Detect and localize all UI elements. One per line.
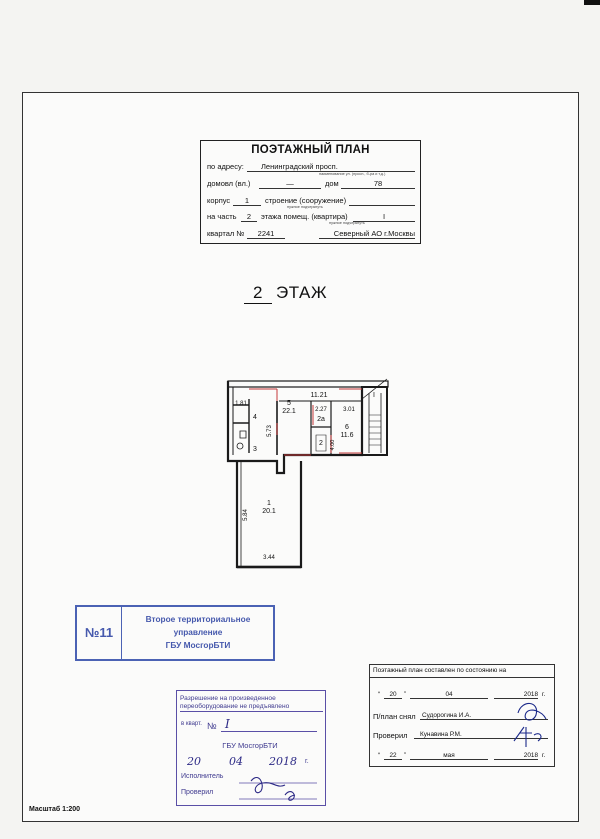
room-1-num: 1 xyxy=(267,500,271,507)
no-label: № xyxy=(207,721,217,731)
scale-label: Масштаб 1:200 xyxy=(29,806,81,813)
status-title: Поэтажный план составлен по состоянию на xyxy=(373,667,507,674)
status-signatures xyxy=(508,695,554,751)
dim-top: 11.21 xyxy=(310,392,328,399)
snyal-label: П/план снял xyxy=(373,712,416,721)
date2-g: г. xyxy=(542,752,546,759)
date2-year: 2018 xyxy=(494,752,538,760)
room-4: 4 xyxy=(253,414,257,421)
stroenie-label: строение (сооружение) xyxy=(265,196,347,205)
kvartal-label: квартал № xyxy=(207,229,245,238)
district-value: Северный АО г.Москвы xyxy=(319,229,415,239)
room-3: 3 xyxy=(253,446,257,453)
etazha-hint: нужное подчеркнуть xyxy=(329,221,365,225)
dim-344: 3.44 xyxy=(263,555,275,561)
kvart-value: I xyxy=(221,717,317,732)
room-5-num: 5 xyxy=(287,400,291,407)
corner-mark xyxy=(584,0,600,5)
korpus-label: корпус xyxy=(207,196,231,205)
floor-plan xyxy=(219,375,399,580)
snyal-value: Судорогина И.А. xyxy=(420,712,548,720)
room-2a: 2а xyxy=(317,416,325,423)
dom-value: 78 xyxy=(341,179,415,189)
floor-label: ЭТАЖ xyxy=(276,283,328,302)
dim-573: 5.73 xyxy=(267,425,273,437)
dim-301: 3.01 xyxy=(343,407,355,413)
stair-label: I xyxy=(373,392,375,399)
dim-227: 2.27 xyxy=(315,407,327,413)
room-1-area: 20.1 xyxy=(262,508,276,515)
plan-sheet xyxy=(22,92,579,822)
korpus-value: 1 xyxy=(233,196,261,206)
permission-proveril-label: Проверил xyxy=(181,789,214,796)
permission-year: 2018 xyxy=(269,755,297,768)
dim-181: 1.81 xyxy=(235,401,247,407)
stamp-line-3: ГБУ МосгорБТИ xyxy=(165,640,231,650)
address-hint: наименование ул. (просп., б-ра и т.д.) xyxy=(319,172,386,176)
etazha-value: I xyxy=(353,212,415,222)
kvartal-value: 2241 xyxy=(247,229,285,239)
status-box: Поэтажный план составлен по состоянию на “ 20 ” 04 2018 г. П/план снял Судорогина И.А. Проверил Кунавина Р.М. “ 22 ” мая 2018 г. xyxy=(369,664,555,767)
chast-label: на часть xyxy=(207,212,237,221)
room-5-area: 22.1 xyxy=(282,408,296,415)
floor-heading xyxy=(244,283,327,304)
date1-year: 2018 xyxy=(494,691,538,699)
dim-400: 4.00 xyxy=(330,439,336,451)
proveril-value: Кунавина Р.М. xyxy=(414,731,548,739)
kvart-label: в кварт. xyxy=(181,721,202,727)
house-value: — xyxy=(259,179,321,189)
header-stamp xyxy=(200,140,421,244)
dim-584: 5.84 xyxy=(243,509,249,521)
document-title: ПОЭТАЖНЫЙ ПЛАН xyxy=(251,144,370,156)
permission-head: Разрешение на произведенное переоборудование не предъявлено xyxy=(180,695,323,712)
date1-day: 20 xyxy=(384,691,402,699)
chast-value: 2 xyxy=(241,212,257,222)
status-proveril-label: Проверил xyxy=(373,731,408,740)
permission-org: ГБУ МосгорБТИ xyxy=(222,741,278,750)
date2-month: мая xyxy=(410,752,488,760)
house-label: домовл (вл.) xyxy=(207,179,251,188)
permission-day: 20 xyxy=(187,755,201,768)
ispolnitel-label: Исполнитель xyxy=(181,773,224,780)
stamp-line-1: Второе территориальное xyxy=(145,614,251,624)
room-6-area: 11.6 xyxy=(340,432,354,439)
territorial-stamp xyxy=(75,605,275,661)
address-label: по адресу: xyxy=(207,162,244,171)
dom-label: дом xyxy=(325,179,339,188)
permission-signature xyxy=(237,769,323,803)
address-value: Ленинградский просп. xyxy=(247,162,415,172)
floor-number: 2 xyxy=(244,283,272,304)
room-2: 2 xyxy=(319,440,323,447)
room-6-num: 6 xyxy=(345,424,349,431)
etazha-label: этажа помещ. (квартира) xyxy=(261,212,348,221)
date2-day: 22 xyxy=(384,752,402,760)
permission-month: 04 xyxy=(229,755,243,768)
date1-month: 04 xyxy=(410,691,488,699)
stroenie-hint: нужное подчеркнуть xyxy=(287,205,323,209)
date1-g: г. xyxy=(542,691,546,698)
stamp-line-2: управление xyxy=(173,627,223,637)
stamp-number: №11 xyxy=(77,607,122,659)
permission-g: г. xyxy=(305,758,309,765)
permission-stamp xyxy=(176,690,326,806)
